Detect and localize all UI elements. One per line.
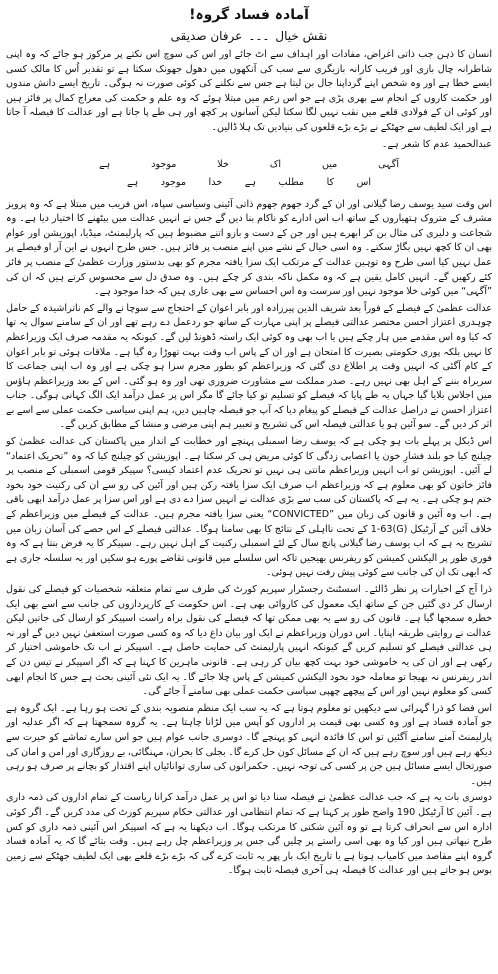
couplet-word: آگہی — [378, 158, 399, 170]
couplet-word: ہے — [127, 176, 139, 188]
couplet-line-1 — [99, 156, 399, 174]
couplet-line-2 — [99, 174, 399, 192]
author-name: عرفان صدیقی — [170, 29, 243, 43]
couplet-word: میں — [321, 158, 338, 170]
paragraph-body: اس ڈیکل پر پہلے بات ہو چکی ہے کہ یوسف رضا اسمبلی پہنچے اور خطابت کے انداز میں پاکستان کی عدالت عظمیٰ کو چیلنج کیا جو بلند فشارِ خون یا اعصابی زدگی کا کوئی مریض ہی کر سکتا ہے۔ اپوزیشن کو چیلنج کیا کہ وہ ”تحریک اعتماد“ لے آئیں۔ اپوزیشن تو اب انہیں وزیراعظم مانتی ہی نہیں تو تحریک عدم اعتماد کیسی؟ سپیکر قومی اسمبلی کے منصب پر فائز خاتون کو بھی معلوم ہے کہ وزیراعظم اب صرف ایک سزا یافتہ رکن ہیں اور آئین کی رو سے ان کی رکنیت خود بخود ختم ہو چکی ہے۔ یہ ہے کہ پاکستان کی سب سے بڑی عدالت نے انہیں سزا دے دی ہے اور اس سزا پر عمل درآمد ابھی باقی ہے۔ اب وہ آئین و قانون کی زبان میں ”CONVICTED“ یعنی سزا یافتہ مجرم ہیں۔ عدالت کے فیصلے میں وزیراعظم کے خلاف آئین کے آرٹیکل (G)1-63 کے تحت نااہلی کے نتائج کا بھی سامنا ہوگا۔ عدالتی فیصلے کے اس حصے کی آسان زبان میں تشریح یہ ہے کہ اب یوسف رضا گیلانی پانچ سال کے لئے اسمبلی رکنیت کے اہل نہیں رہے۔ سپیکر کا یہ فرض بنتا ہے کہ وہ فوری طور پر الیکشن کمیشن کو ریفرنس بھیجیں تاکہ اس سلسلے میں قانونی تقاضے پورے ہو سکیں اور یہ سلسلہ جاری ہے کہ ابھی تک ان کی جانب سے کوئی پیش رفت نہیں ہوئی۔ — [6, 436, 492, 579]
couplet-word: موجود — [151, 158, 177, 170]
couplet-word: موجود — [160, 176, 187, 188]
poet-attribution: عبدالحمید عدم کا شعر ہے۔ — [381, 138, 492, 150]
couplet-word: کا — [326, 176, 335, 188]
couplet — [99, 156, 399, 192]
couplet-word: خدا — [208, 176, 223, 188]
byline-separator: ۔۔۔ — [248, 29, 270, 43]
couplet-word: ہے — [244, 176, 256, 188]
byline — [6, 28, 492, 44]
column-title: آمادہ فساد گروہ! — [189, 7, 309, 23]
paragraph-body: دوسری بات یہ ہے کہ جب عدالت عظمیٰ نے فیصلہ سنا دیا تو اس پر عمل درآمد کرانا ریاست کے تمام اداروں کی ذمہ داری ہے۔ آئین کا آرٹیکل 190 واضح طور پر کہتا ہے کہ تمام انتظامی اور عدالتی حکام سپریم کورٹ کی مدد کریں گے۔ اگر کوئی ادارہ اس سے انحراف کرتا ہے تو وہ آئین شکنی کا مرتکب ہوگا۔ اب دیکھنا یہ ہے کہ اسپیکر اس آئینی ذمہ داری کو کس طرح نبھاتی ہیں اور کیا وہ بھی اسی راستے پر چلیں گی جس پر وزیراعظم چل رہے ہیں۔ وقت بتائے گا کہ یہ آمادہ فساد گروہ اپنے مقاصد میں کامیاب ہوتا ہے یا تاریخ ایک بار پھر یہ ثابت کرے گی کہ بڑے بڑے قلعے بھی ایک لطیف جھٹکے سے زمین بوس ہو جاتے ہیں اور عدالت کا فیصلہ ہی آخری فیصلہ ثابت ہوگا۔ — [6, 792, 492, 877]
couplet-word: مطلب — [278, 176, 305, 188]
paragraph-body: عدالت عظمیٰ کے فیصلے کے فوراً بعد شریف الدین پیرزادہ اور بابر اعوان کے احتجاج سے سوچا نے والے کم ناتراشیدہ کے حامل چوہدری اعتزاز احسن مختصر عدالتی فیصلے پر اپنی مہارت کے ساتھ جو ردعمل دے رہے تھے اور ان کے سامنے سوال یہ تھا کہ کیا وہ اس مقدمے میں ہار چکے ہیں یا اب بھی وہ کوئی ایک راستہ ڈھونڈ لیں گے۔ کیونکہ یہ مقدمہ صرف ایک وزیراعظم کا نہیں بلکہ پوری حکومتی بصیرت کا امتحان ہے اور ان کے پاس اب وقت بہت تھوڑا رہ گیا ہے۔ ملاقات ہوئی تو بابر اعوان کے کام آگئی کہ انہیں وقت پر اطلاع دی گئی کہ وزیراعظم کو بطور مجرم سزا ہو چکی ہے اور وہ اب اپنی جماعت کا سربراہ بننے کے اہل بھی نہیں رہے۔ صدر مملکت سے مشاورت ضروری تھی اور وہ ہو گئی۔ اس کے بعد وزیراعظم ہاؤس میں اجلاس بلایا گیا جہاں یہ طے پایا کہ فیصلے کو تسلیم تو کیا جائے گا مگر اس پر عمل درآمد ایک الگ کہانی ہوگی۔ جناب اعتزاز احسن نے دراصل عدالت کے فیصلے کو پیغام دیا کہ آپ جو فیصلہ چاہیں دیں، ہم اپنی سیاسی حکمت عملی سے اسے بے اثر کر دیں گے۔ سو آئین ہو یا عدالتی فیصلہ اس کی تشریح و تعبیر ہم اپنی مرضی و منشا کے مطابق کریں گے۔ — [6, 302, 492, 431]
paragraph-intro: انسان کا ذہن جب ذاتی اغراض، مفادات اور اہداف سے اٹ جائے اور اس کی سوچ اس نکتے پر مرکوز ہو جائے کہ وہ اپنی شاطرانہ چال بازی اور فریب کارانہ بازیگری سے سب کی آنکھوں میں دھول جھونک سکتا ہے تو تقدیر اُس کا مالک کسی ایسے خطا ہے اور وہ شخص اپنے گرداپنا جال بن لیتا ہے جس سے نکلنے کی کوئی صورت نہ ہوگی۔ تاریخ ایسے دانش مندوں اور حکمت کاروں کے انجام سے بھری پڑی ہے جو اس زعم میں مبتلا ہوئے کہ وہ علم و حکمت کی معراج کمال پر فائز ہیں اور کوئی ان کے فولادی قلعے میں نقب نہیں لگا سکتا لیکن آسانوں پر کچھ اور ہی طے پا جاتا ہے اور عدالت کا فیصلہ آ جاتا ہے اور ایک لطیف سے جھٹکے نے بڑے بڑے قلعوں کی بنیادیں تک ہلا ڈالیں۔ — [6, 49, 492, 133]
couplet-word: خلا — [217, 158, 229, 170]
couplet-word: ہے — [99, 158, 111, 170]
couplet-word: اس — [356, 176, 371, 188]
paragraph-body: اس فضا کو ذرا گہرائی سے دیکھیں تو معلوم ہوتا ہے کہ یہ سب ایک منظم منصوبہ بندی کے تحت ہو رہا ہے۔ ایک گروہ ہے جو آمادہ فساد ہے اور وہ کسی بھی قیمت پر اداروں کو آپس میں لڑانا چاہتا ہے۔ یہ گروہ سمجھتا ہے کہ اگر عدلیہ اور پارلیمنٹ آمنے سامنے آگئیں تو اس کا فائدہ انہی کو پہنچے گا۔ دوسری جانب عوام ہیں جو اس سارے تماشے کو حیرت سے دیکھ رہے ہیں اور سوچ رہے ہیں کہ ان کے مسائل کون حل کرے گا۔ بجلی کا بحران، مہنگائی، بے روزگاری اور امن و امان کی صورتحال ایسے مسائل ہیں جن پر کسی کی توجہ نہیں۔ حکمرانوں کی ساری توانائیاں اپنے اقتدار کو بچانے پر صرف ہو رہی ہیں۔ — [6, 702, 492, 787]
couplet-word: اک — [269, 158, 282, 170]
paragraph-body: ذرا آج کے اخبارات پر نظر ڈالئے۔ اسسٹنٹ رجسٹرار سپریم کورٹ کی طرف سے تمام متعلقہ شخصیات کو فیصلے کی نقول ارسال کر دی گئیں جن کے ساتھ ایک معمول کی کاروائی بھی ہے۔ اس حکومت کے کارپردازوں کی جانب سے اسے بھی ایک خطرہ سمجھا گیا ہے۔ قانون کی رو سے یہ بھی ممکن تھا کہ فیصلے کی نقول براہ راست اسپیکر کو ارسال کی جاتیں لیکن عدالت نے روایتی طریقہ اپنایا۔ اس دوران وزیراعظم نے ایک اور بیان داغ دیا کہ وہ کسی صورت استعفیٰ نہیں دیں گے اور نہ ہی عدالتی فیصلے کو تسلیم کریں گے کیونکہ انہیں پارلیمنٹ کی حمایت حاصل ہے۔ اسپیکر نے اب تک خاموشی اختیار کر رکھی ہے اور ان کی یہ خاموشی خود بہت کچھ بیان کر رہی ہے۔ قانونی ماہرین کا کہنا ہے کہ اگر اسپیکر نے تیس دن کے اندر ریفرنس نہ بھیجا تو معاملہ خود بخود الیکشن کمیشن کے پاس چلا جائے گا۔ یہ ایک نئی آئینی بحث ہے جس کا انجام ابھی کسی کو معلوم نہیں اور اس کے پیچھے چھپی سیاسی حکمت عملی بھی سامنے آ جائے گی۔ — [6, 584, 492, 698]
paragraph-body: اس وقت سید یوسف رضا گیلانی اور ان کے گرد جھوم جھوم ذاتی آئینی وسیاسی سپاہ، اس فریب میں مبتلا ہے کہ وہ پرویز مشرف کے متروک ہتھیاروں کے ساتھ اب اس ادارے کو ناکام بنا دیں گے جس نے انہیں عدالت میں بیٹھنے کا اختیار دیا ہے۔ وہ شجاعت و دلیری کی مثال بن کر ابھرے ہیں اور جن کے دست و بازو اتنے مضبوط ہیں کہ پارلیمنٹ، میڈیا، اپوزیشن اور عوام بھی ان کا کچھ نہیں بگاڑ سکتے۔ وہ اسی خیال کے نشے میں اپنے منصب پر فائز ہیں۔ جس طرح انہوں نے این آر او فیصلے پر عمل نہیں کیا اسی طرح وہ توہین عدالت کے مرتکب ایک سزا یافتہ مجرم کو بھی بدستور وزارت عظمیٰ کے منصب پر فائز کئے رکھیں گے۔ انہیں کامل یقین ہے کہ وہ مکمل ناکہ بندی کر چکے ہیں۔ وہ صدق دل سے محسوس کرتے ہیں کہ ان کی ”آگہی“ میں کوئی خلا موجود نہیں اور سرست وہ اس احساس سے بھی عاری ہیں کہ خدا موجود ہے۔ — [6, 198, 492, 298]
column-name: نقش خیال — [275, 29, 328, 43]
